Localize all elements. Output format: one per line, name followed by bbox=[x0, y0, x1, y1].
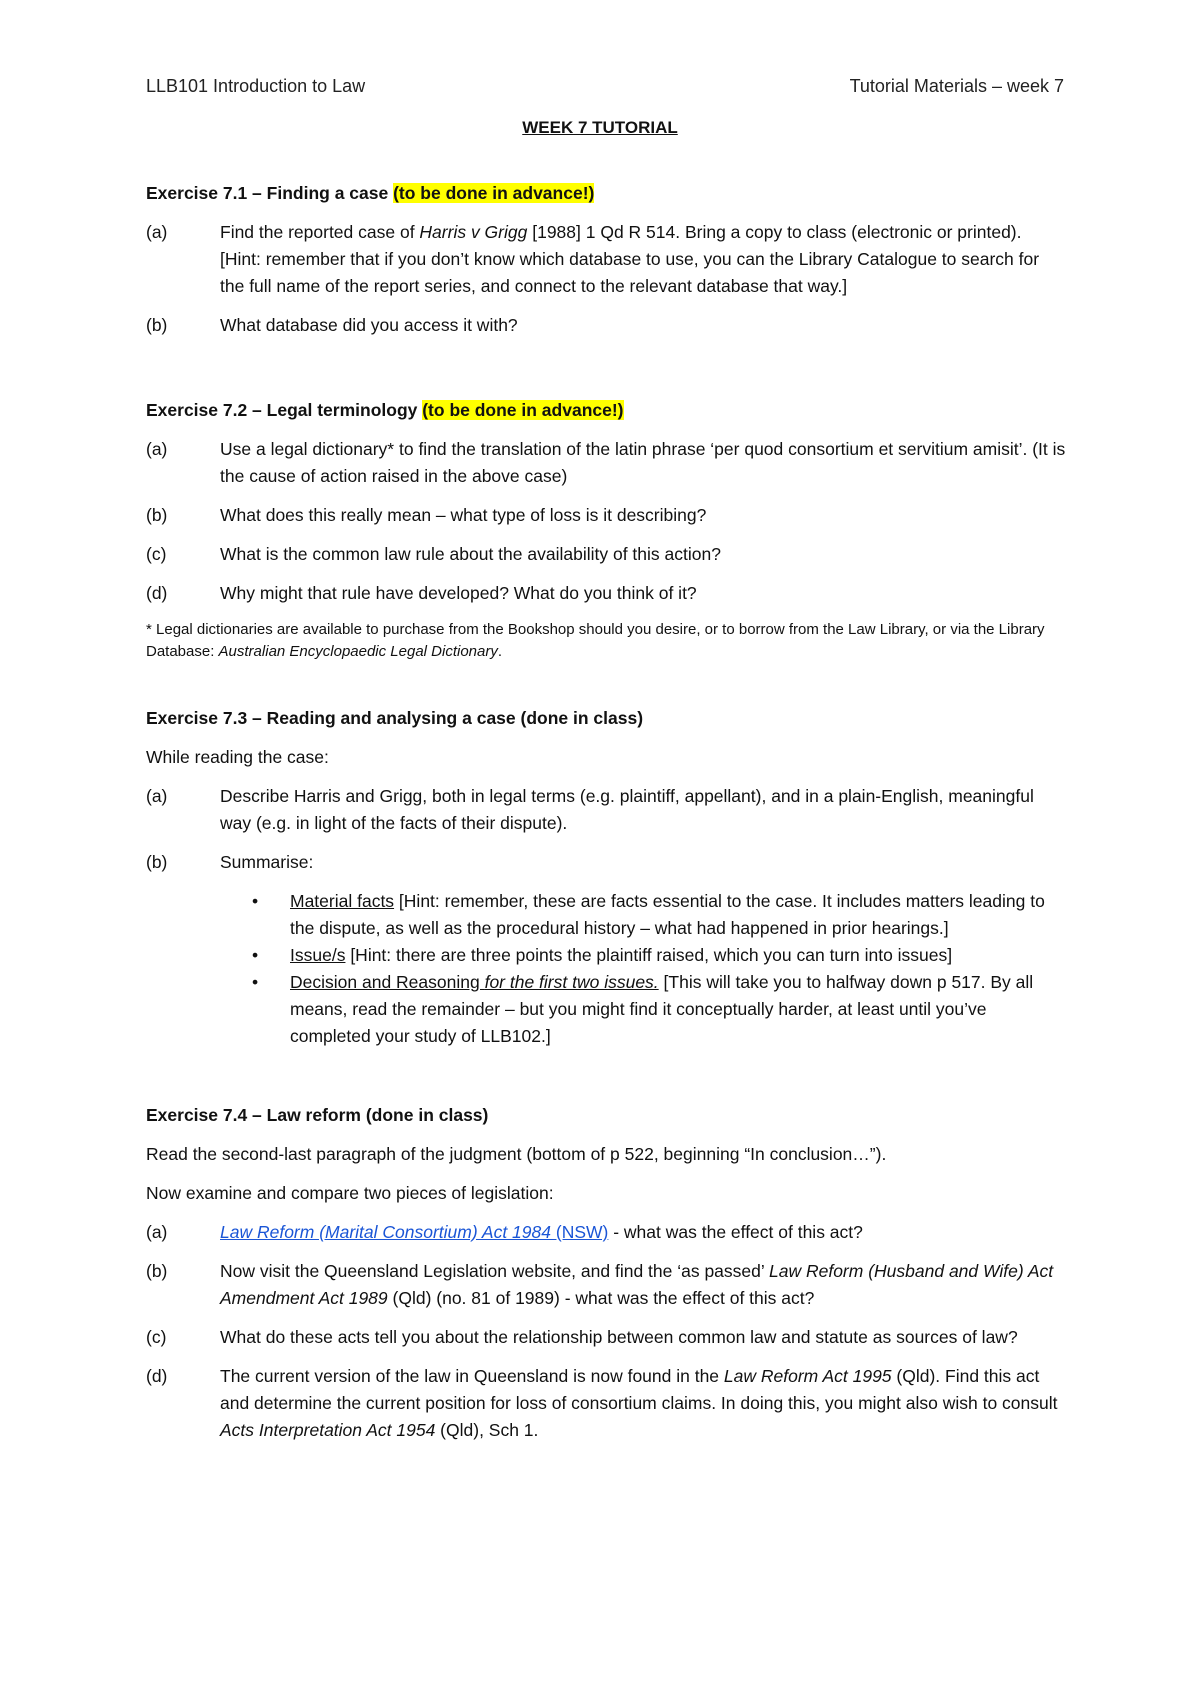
question-label: (b) bbox=[146, 1261, 168, 1281]
question-7-1-a: (a) Find the reported case of Harris v Grigg [1988] 1 Qd R 514. Bring a copy to class (electronic or printed). [Hint: remember that if you don’t know which database to use, you can the Library Catalogue to search for the full name of the report series, and connect to the relevant database that way.] bbox=[146, 219, 1066, 300]
question-7-1-b: (b) What database did you access it with? bbox=[146, 312, 1066, 339]
question-7-3-b: (b) Summarise: bbox=[146, 849, 1066, 876]
question-label: (a) bbox=[146, 1222, 168, 1242]
exercise-7-4-para-1: Read the second-last paragraph of the judgment (bottom of p 522, beginning “In conclusion…”). bbox=[146, 1144, 887, 1164]
exercise-7-2-title: Exercise 7.2 – Legal terminology (to be done in advance!) bbox=[146, 400, 624, 420]
question-label: (c) bbox=[146, 544, 167, 564]
header-course: LLB101 Introduction to Law bbox=[146, 76, 366, 96]
question-label: (b) bbox=[146, 505, 168, 525]
bullet-icon: • bbox=[252, 891, 259, 911]
question-label: (a) bbox=[146, 222, 168, 242]
case-name: Harris v Grigg bbox=[419, 222, 528, 242]
act-title: Law Reform (Husband and Wife) Act Amendment Act 1989 bbox=[220, 1261, 1054, 1308]
question-label: (a) bbox=[146, 786, 168, 806]
advance-highlight: (to be done in advance!) bbox=[422, 400, 624, 420]
exercise-7-4-title: Exercise 7.4 – Law reform (done in class) bbox=[146, 1105, 489, 1125]
question-7-2-c: (c) What is the common law rule about the availability of this action? bbox=[146, 541, 1066, 568]
question-label: (d) bbox=[146, 1366, 168, 1386]
marital-consortium-act-link[interactable]: Law Reform (Marital Consortium) Act 1984 bbox=[220, 1222, 551, 1242]
question-label: (b) bbox=[146, 852, 168, 872]
content bbox=[146, 180, 1066, 1456]
exercise-7-4-para-2: Now examine and compare two pieces of legislation: bbox=[146, 1183, 554, 1203]
question-label: (d) bbox=[146, 583, 168, 603]
bullet-icon: • bbox=[252, 972, 259, 992]
question-7-2-b: (b) What does this really mean – what type of loss is it describing? bbox=[146, 502, 1066, 529]
summary-bullets bbox=[146, 888, 1066, 1050]
act-title: Acts Interpretation Act 1954 bbox=[220, 1420, 436, 1440]
exercise-7-3-intro: While reading the case: bbox=[146, 747, 329, 767]
question-label: (a) bbox=[146, 439, 168, 459]
dictionary-title: Australian Encyclopaedic Legal Dictionary bbox=[218, 643, 498, 660]
list-item: • Issue/s [Hint: there are three points the plaintiff raised, which you can turn into issues] bbox=[290, 942, 1066, 969]
question-label: (c) bbox=[146, 1327, 167, 1347]
act-title: Law Reform Act 1995 bbox=[723, 1366, 892, 1386]
advance-highlight: (to be done in advance!) bbox=[393, 183, 595, 203]
page-title: WEEK 7 TUTORIAL bbox=[522, 118, 678, 137]
exercise-7-3-title: Exercise 7.3 – Reading and analysing a case (done in class) bbox=[146, 708, 644, 728]
question-7-2-a: (a) Use a legal dictionary* to find the translation of the latin phrase ‘per quod consortium et servitium amisit’. (It is the cause of action raised in the above case) bbox=[146, 436, 1066, 490]
header-materials: Tutorial Materials – week 7 bbox=[849, 76, 1064, 96]
question-7-4-b: (b) Now visit the Queensland Legislation website, and find the ‘as passed’ Law Reform (Husband and Wife) Act Amendment Act 1989 (Qld) (no. 81 of 1989) - what was the effect of this act? bbox=[146, 1258, 1066, 1312]
question-7-4-a: (a) Law Reform (Marital Consortium) Act 1984 (NSW) - what was the effect of this act? bbox=[146, 1219, 1066, 1246]
question-7-2-d: (d) Why might that rule have developed? What do you think of it? bbox=[146, 580, 1066, 607]
question-label: (b) bbox=[146, 315, 168, 335]
question-7-4-d: (d) The current version of the law in Queensland is now found in the Law Reform Act 1995 (Qld). Find this act and determine the current position for loss of consortium claims. In doing this, you might also wish to consult Acts Interpretation Act 1954 (Qld), Sch 1. bbox=[146, 1363, 1066, 1444]
list-item: • Decision and Reasoning for the first two issues. [This will take you to halfway down p 517. By all means, read the remainder – but you might find it conceptually harder, at least until you’ve completed your study of LLB102.] bbox=[290, 969, 1066, 1050]
list-item: • Material facts [Hint: remember, these are facts essential to the case. It includes matters leading to the dispute, as well as the procedural history – what had happened in prior hearings.] bbox=[290, 888, 1066, 942]
nsw-link[interactable]: (NSW) bbox=[551, 1222, 609, 1242]
bullet-icon: • bbox=[252, 945, 259, 965]
question-7-3-a: (a) Describe Harris and Grigg, both in legal terms (e.g. plaintiff, appellant), and in a plain-English, meaningful way (e.g. in light of the facts of their dispute). bbox=[146, 783, 1066, 837]
exercise-7-1-title: Exercise 7.1 – Finding a case (to be done in advance!) bbox=[146, 183, 595, 203]
question-7-4-c: (c) What do these acts tell you about the relationship between common law and statute as sources of law? bbox=[146, 1324, 1066, 1351]
dictionary-footnote: * Legal dictionaries are available to purchase from the Bookshop should you desire, or to borrow from the Law Library, or via the Library Database: Australian Encyclopaedic Legal Dictionary. bbox=[146, 621, 1045, 660]
